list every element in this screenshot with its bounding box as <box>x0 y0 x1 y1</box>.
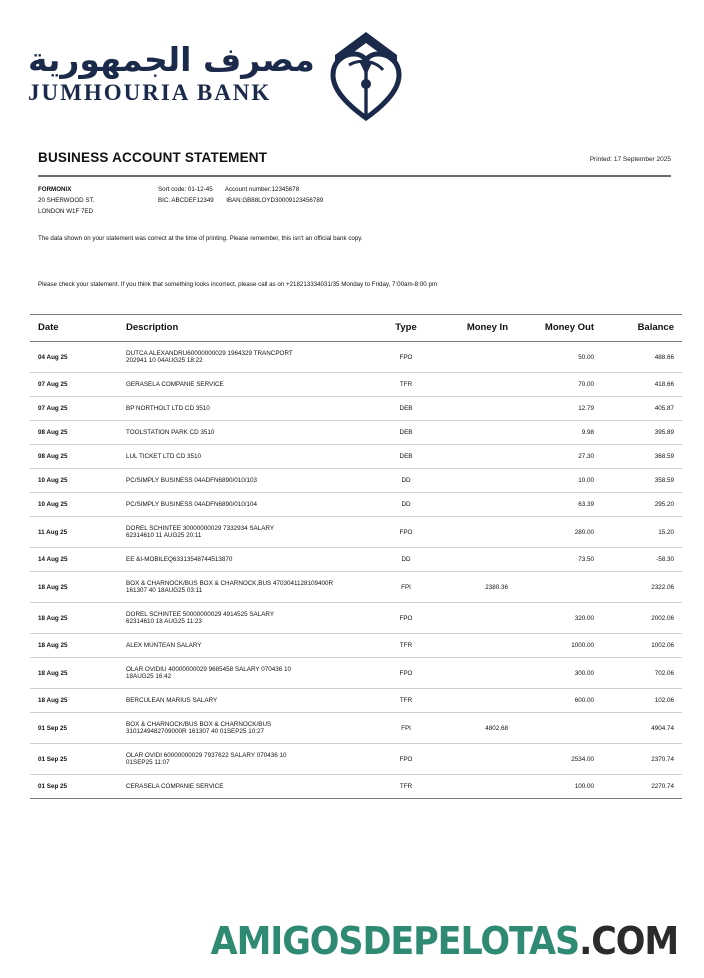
table-row <box>30 658 682 689</box>
cell-type: TFR <box>376 373 436 397</box>
print-accuracy-notice: The data shown on your statement was correct at the time of printing. Please remember, this isn't an official bank copy. <box>38 235 363 242</box>
description-line-1: DOREL SCHINTEE 30000000029 7332934 SALARY <box>126 525 275 532</box>
title-divider <box>38 175 671 177</box>
account-identifiers <box>158 185 323 218</box>
cell-money-in: 2380.36 <box>436 572 508 603</box>
cell-description <box>126 744 376 775</box>
cell-money-out: 12.79 <box>508 397 594 421</box>
description-line-2: 3101249482709000R 161307 40 01SEP25 10:27 <box>126 728 264 735</box>
cell-date: 01 Sep 25 <box>30 775 126 799</box>
cell-description <box>126 658 376 689</box>
watermark-name: AMIGOSDEPELOTAS <box>210 919 579 963</box>
cell-money-in <box>436 493 508 517</box>
cell-type: FPI <box>376 572 436 603</box>
account-info <box>38 185 671 218</box>
cell-money-in <box>436 603 508 634</box>
cell-balance: 2370.74 <box>594 744 682 775</box>
cell-money-in <box>436 548 508 572</box>
table-row <box>30 689 682 713</box>
description-line-1: BOX & CHARNOCK/BUS BOX & CHARNOCK/BUS <box>126 721 272 728</box>
cell-date: 18 Aug 25 <box>30 658 126 689</box>
bank-logo-text <box>28 40 315 106</box>
cell-date: 18 Aug 25 <box>30 634 126 658</box>
cell-money-in <box>436 342 508 373</box>
cell-money-out: 70.00 <box>508 373 594 397</box>
description-line-2: 01SEP25 11:07 <box>126 759 170 766</box>
cell-description <box>126 775 376 799</box>
cell-type: FPO <box>376 517 436 548</box>
cell-balance: 2002.06 <box>594 603 682 634</box>
description-line-1: PC/SIMPLY BUSINESS 04ADFN6890/010/104 <box>126 501 258 508</box>
cell-balance: 358.59 <box>594 469 682 493</box>
cell-description <box>126 469 376 493</box>
account-holder-address <box>38 185 158 218</box>
cell-money-in: 4802.68 <box>436 713 508 744</box>
cell-money-out: 2534.00 <box>508 744 594 775</box>
description-line-1: TOOLSTATION PARK CD 3510 <box>126 429 215 436</box>
account-number: Account number:12345678 <box>224 186 300 193</box>
cell-balance: 2322.06 <box>594 572 682 603</box>
table-header <box>30 315 682 342</box>
description-line-2: 161307 40 18AUG25 03:11 <box>126 587 203 594</box>
cell-date: 18 Aug 25 <box>30 572 126 603</box>
column-header-balance: Balance <box>594 315 682 342</box>
column-header-money-out: Money Out <box>508 315 594 342</box>
cell-date: 01 Sep 25 <box>30 744 126 775</box>
cell-type: DEB <box>376 397 436 421</box>
cell-date: 08 Aug 25 <box>30 445 126 469</box>
table-row <box>30 342 682 373</box>
cell-money-out: 100.00 <box>508 775 594 799</box>
cell-description <box>126 421 376 445</box>
cell-type: DD <box>376 469 436 493</box>
cell-balance: 418.66 <box>594 373 682 397</box>
description-line-1: LUL TICKET LTD CD 3510 <box>126 453 202 460</box>
cell-money-out: 63.39 <box>508 493 594 517</box>
table-row <box>30 634 682 658</box>
cell-description <box>126 373 376 397</box>
sort-code: Sort code: 01-12-45 <box>158 186 213 193</box>
cell-balance: 2270.74 <box>594 775 682 799</box>
cell-type: FPO <box>376 744 436 775</box>
cell-balance: 4904.74 <box>594 713 682 744</box>
bank-shield-pen-emblem-icon <box>329 29 403 121</box>
address-line-2: LONDON W1F 7ED <box>38 207 94 215</box>
cell-balance: 488.66 <box>594 342 682 373</box>
cell-date: 08 Aug 25 <box>30 421 126 445</box>
cell-money-in <box>436 421 508 445</box>
cell-date: 11 Aug 25 <box>30 517 126 548</box>
address-line-1: 20 SHERWOOD ST. <box>38 196 95 204</box>
cell-description <box>126 445 376 469</box>
table-row <box>30 445 682 469</box>
transactions-table <box>30 314 682 799</box>
cell-money-out: 280.00 <box>508 517 594 548</box>
cell-description <box>126 517 376 548</box>
bic-code: BIC: ABCDEF12349 <box>158 196 214 204</box>
table-row <box>30 493 682 517</box>
description-line-1: GERASELA COMPANIE SERVICE <box>126 381 224 388</box>
cell-money-in <box>436 469 508 493</box>
description-line-1: ALEX MUNTEAN SALARY <box>126 642 202 649</box>
cell-date: 07 Aug 25 <box>30 373 126 397</box>
cell-type: DD <box>376 548 436 572</box>
cell-type: FPO <box>376 658 436 689</box>
table-row <box>30 469 682 493</box>
description-line-2: 62314610 18 AUG25 11:23 <box>126 618 202 625</box>
cell-balance: 102.06 <box>594 689 682 713</box>
bank-name-latin: JUMHOURIA BANK <box>28 79 272 105</box>
cell-money-in <box>436 658 508 689</box>
cell-date: 07 Aug 25 <box>30 397 126 421</box>
cell-balance: 405.87 <box>594 397 682 421</box>
cell-balance: -58.30 <box>594 548 682 572</box>
cell-money-in <box>436 397 508 421</box>
cell-description <box>126 634 376 658</box>
cell-type: FPO <box>376 603 436 634</box>
description-line-1: OLAR OVIDI 60000000029 7937622 SALARY 070436 10 <box>126 752 287 759</box>
cell-money-in <box>436 634 508 658</box>
page-title: BUSINESS ACCOUNT STATEMENT <box>38 150 268 165</box>
cell-description <box>126 397 376 421</box>
column-header-money-in: Money In <box>436 315 508 342</box>
description-line-1: OLAR OVIDIU 40000000029 9685458 SALARY 070436 10 <box>126 666 292 673</box>
cell-money-out: 27.30 <box>508 445 594 469</box>
cell-money-in <box>436 517 508 548</box>
cell-balance: 295.20 <box>594 493 682 517</box>
column-header-description: Description <box>126 315 376 342</box>
cell-money-out: 1000.00 <box>508 634 594 658</box>
cell-balance: 1002.06 <box>594 634 682 658</box>
cell-description <box>126 493 376 517</box>
cell-money-out: 9.98 <box>508 421 594 445</box>
cell-date: 01 Sep 25 <box>30 713 126 744</box>
table-row <box>30 373 682 397</box>
table-row <box>30 548 682 572</box>
contact-notice: Please check your statement. If you think that something looks incorrect, please call as on +218213334031/35 Monday to Friday, 7:00am-8:00 pm <box>38 281 438 288</box>
cell-money-out: 10.00 <box>508 469 594 493</box>
cell-money-out <box>508 572 594 603</box>
description-line-1: BP NORTHOLT LTD CD 3510 <box>126 405 210 412</box>
cell-date: 18 Aug 25 <box>30 689 126 713</box>
cell-date: 14 Aug 25 <box>30 548 126 572</box>
cell-money-in <box>436 445 508 469</box>
column-header-type: Type <box>376 315 436 342</box>
cell-money-in <box>436 744 508 775</box>
description-line-1: DUTCA ALEXANDRU60000000029 1964329 TRANCPORT <box>126 350 293 357</box>
cell-balance: 368.59 <box>594 445 682 469</box>
cell-description <box>126 689 376 713</box>
cell-description <box>126 713 376 744</box>
cell-money-in <box>436 373 508 397</box>
bank-logo <box>28 22 388 127</box>
cell-money-out: 73.50 <box>508 548 594 572</box>
description-line-1: BERCULEAN MARIUS SALARY <box>126 697 218 704</box>
cell-description <box>126 548 376 572</box>
printed-date: Printed: 17 September 2025 <box>589 156 671 163</box>
cell-description <box>126 572 376 603</box>
cell-date: 04 Aug 25 <box>30 342 126 373</box>
cell-money-out: 600.00 <box>508 689 594 713</box>
description-line-1: CERASELA COMPANIE SERVICE <box>126 783 224 790</box>
bic-iban-line <box>158 196 323 207</box>
cell-money-out <box>508 713 594 744</box>
table-header-row <box>30 315 682 342</box>
cell-type: TFR <box>376 634 436 658</box>
site-watermark <box>210 919 678 963</box>
table-row <box>30 775 682 799</box>
cell-money-in <box>436 689 508 713</box>
table-row <box>30 517 682 548</box>
table-row <box>30 572 682 603</box>
table-row <box>30 744 682 775</box>
description-line-2: 18AUG25 16:42 <box>126 673 172 680</box>
cell-type: DEB <box>376 445 436 469</box>
cell-date: 10 Aug 25 <box>30 493 126 517</box>
cell-balance: 15.20 <box>594 517 682 548</box>
cell-type: TFR <box>376 775 436 799</box>
cell-type: TFR <box>376 689 436 713</box>
iban-code: IBAN:GB88LOYD30009123456789 <box>226 196 324 204</box>
description-line-1: EE &I-MOBILEQ63313548744513870 <box>126 556 233 563</box>
description-line-1: DOREL SCHINTEE 50000000029 4914525 SALARY <box>126 611 275 618</box>
table-row <box>30 603 682 634</box>
cell-type: DEB <box>376 421 436 445</box>
cell-balance: 395.89 <box>594 421 682 445</box>
cell-money-out: 300.00 <box>508 658 594 689</box>
sort-code-account-line <box>158 185 323 196</box>
cell-description <box>126 603 376 634</box>
cell-type: FPO <box>376 342 436 373</box>
cell-money-in <box>436 775 508 799</box>
cell-money-out: 320.00 <box>508 603 594 634</box>
cell-type: DD <box>376 493 436 517</box>
description-line-1: PC/SIMPLY BUSINESS 04ADFN6890/010/103 <box>126 477 258 484</box>
statement-title-row <box>38 150 671 165</box>
table-body <box>30 342 682 799</box>
account-holder-name: FORMONIX <box>38 186 72 193</box>
description-line-2: 62314610 11 AUG25 20:11 <box>126 532 202 539</box>
cell-date: 18 Aug 25 <box>30 603 126 634</box>
cell-balance: 702.06 <box>594 658 682 689</box>
description-line-2: 202941 10 04AUG25 18:22 <box>126 357 203 364</box>
watermark-tld: .COM <box>578 919 678 963</box>
cell-date: 10 Aug 25 <box>30 469 126 493</box>
column-header-date: Date <box>30 315 126 342</box>
description-line-1: BOX & CHARNOCK/BUS BOX & CHARNOCK,BUS 4703041128109400R <box>126 580 334 587</box>
cell-type: FPI <box>376 713 436 744</box>
cell-description <box>126 342 376 373</box>
table-row <box>30 713 682 744</box>
cell-money-out: 50.00 <box>508 342 594 373</box>
table-row <box>30 397 682 421</box>
bank-name-arabic: مصرف الجمهورية <box>28 40 315 80</box>
table-row <box>30 421 682 445</box>
